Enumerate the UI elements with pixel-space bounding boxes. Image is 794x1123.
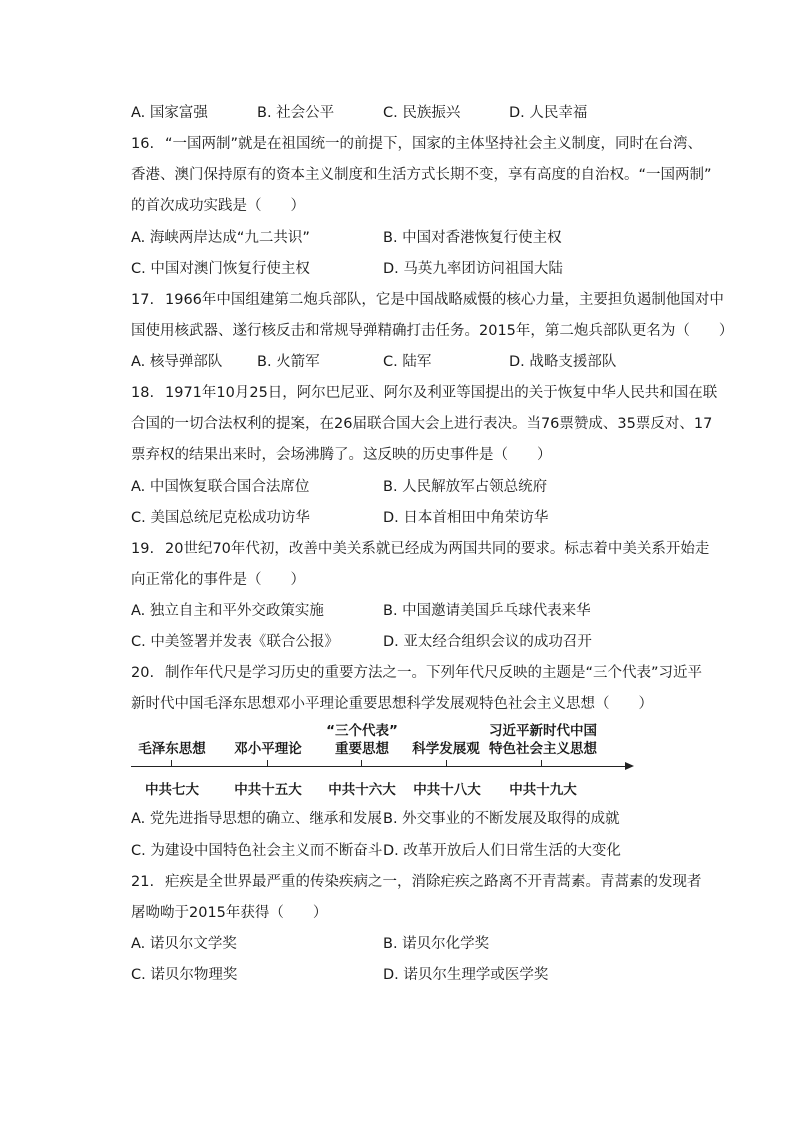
q19-options-row-2 [131,632,691,652]
q20-options-row-1 [131,809,691,829]
q18-stem-line-3: 票弃权的结果出来时，会场沸腾了。这反映的历史事件是（ ） [131,447,552,463]
q21-option-d[interactable]: D. 诺贝尔生理学或医学奖 [383,967,549,983]
q21-number: 21. [131,874,155,890]
q17-option-b[interactable]: B. 火箭军 [257,354,320,370]
q19-number: 19. [131,541,155,557]
timeline-arrow-icon [625,762,634,770]
timeline-congress-15: 中共十五大 [234,782,302,798]
timeline-label-deng: 邓小平理论 [234,741,302,757]
q16-option-d[interactable]: D. 马英九率团访问祖国大陆 [383,261,563,277]
q18-options-row-2 [131,508,691,528]
q21-options-row-2 [131,965,691,985]
q18-option-a[interactable]: A. 中国恢复联合国合法席位 [131,479,310,495]
q15-option-c[interactable]: C. 民族振兴 [383,105,461,121]
q19-stem-line-1: 19. 20世纪70年代初，改善中美关系就已经成为两国共同的要求。标志着中美关系开始走 [131,541,710,557]
q16-options-row-1 [131,228,691,248]
q20-number: 20. [131,665,155,681]
q17-option-d[interactable]: D. 战略支援部队 [509,354,617,370]
timeline-tick [171,760,172,767]
q21-stem-line-2: 屠呦呦于2015年获得（ ） [131,905,328,921]
timeline-congress-18: 中共十八大 [413,782,481,798]
q19-stem-line-2: 向正常化的事件是（ ） [131,572,305,588]
q21-option-b[interactable]: B. 诺贝尔化学奖 [383,936,490,952]
timeline-tick [267,760,268,767]
q18-option-c[interactable]: C. 美国总统尼克松成功访华 [131,510,310,526]
q19-options-row-1 [131,601,691,621]
q17-stem-line-2: 国使用核武器、遂行核反击和常规导弹精确打击任务。2015年，第二炮兵部队更名为（ ） [131,323,734,339]
q19-option-d[interactable]: D. 亚太经合组织会议的成功召开 [383,634,592,650]
q18-options-row-1 [131,477,691,497]
timeline-congress-16: 中共十六大 [328,782,396,798]
q16-option-b[interactable]: B. 中国对香港恢复行使主权 [383,230,562,246]
timeline-congress-19: 中共十九大 [509,782,577,798]
q16-number: 16. [131,136,155,152]
q17-option-a[interactable]: A. 核导弹部队 [131,354,223,370]
q20-timeline [131,720,635,800]
q15-option-a[interactable]: A. 国家富强 [131,105,208,121]
q20-options-row-2 [131,841,691,861]
q18-stem-line-1: 18. 1971年10月25日，阿尔巴尼亚、阿尔及利亚等国提出的关于恢复中华人民共和国在联 [131,385,718,401]
q15-option-d[interactable]: D. 人民幸福 [509,105,588,121]
q21-option-c[interactable]: C. 诺贝尔物理奖 [131,967,238,983]
q16-stem-line-3: 的首次成功实践是（ ） [131,198,305,214]
timeline-label-scientific-development: 科学发展观 [412,741,480,757]
timeline-congress-7: 中共七大 [145,782,199,798]
q15-option-b[interactable]: B. 社会公平 [257,105,335,121]
q15-options [131,103,691,123]
timeline-label-mao: 毛泽东思想 [138,741,206,757]
timeline-tick [361,760,362,767]
q16-stem-line-1: 16. “一国两制”就是在祖国统一的前提下，国家的主体坚持社会主义制度，同时在台湾、 [131,136,703,152]
q16-options-row-2 [131,259,691,279]
q20-option-c[interactable]: C. 为建设中国特色社会主义而不断奋斗 [131,843,383,859]
timeline-label-xi-thought: 习近平新时代中国 特色社会主义思想 [489,723,597,757]
timeline-tick [446,760,447,767]
q20-option-d[interactable]: D. 改革开放后人们日常生活的大变化 [383,843,621,859]
timeline-axis [131,766,627,767]
q18-option-b[interactable]: B. 人民解放军占领总统府 [383,479,548,495]
timeline-tick [541,760,542,767]
q20-option-b[interactable]: B. 外交事业的不断发展及取得的成就 [383,811,620,827]
timeline-label-three-represents: “三个代表” 重要思想 [326,723,398,757]
q17-option-c[interactable]: C. 陆军 [383,354,432,370]
q19-option-a[interactable]: A. 独立自主和平外交政策实施 [131,603,324,619]
q19-option-b[interactable]: B. 中国邀请美国乒乓球代表来华 [383,603,591,619]
q19-option-c[interactable]: C. 中美签署并发表《联合公报》 [131,634,339,650]
q16-option-a[interactable]: A. 海峡两岸达成“九二共识” [131,230,310,246]
q17-stem-line-1: 17. 1966年中国组建第二炮兵部队，它是中国战略威慑的核心力量，主要担负遏制他国对中 [131,292,724,308]
q16-stem-line-2: 香港、澳门保持原有的资本主义制度和生活方式长期不变，享有高度的自治权。“一国两制” [131,167,712,183]
q17-options [131,352,691,372]
q21-stem-line-1: 21. 疟疾是全世界最严重的传染疾病之一，消除疟疾之路离不开青蒿素。青蒿素的发现者 [131,874,702,890]
q21-options-row-1 [131,934,691,954]
q20-stem-line-1: 20. 制作年代尺是学习历史的重要方法之一。下列年代尺反映的主题是“三个代表”习近平 [131,665,703,681]
q18-option-d[interactable]: D. 日本首相田中角荣访华 [383,510,549,526]
q20-option-a[interactable]: A. 党先进指导思想的确立、继承和发展 [131,811,382,827]
q18-stem-line-2: 合国的一切合法权利的提案，在26届联合国大会上进行表决。当76票赞成、35票反对、17 [131,416,713,432]
q21-option-a[interactable]: A. 诺贝尔文学奖 [131,936,237,952]
q18-number: 18. [131,385,155,401]
q17-number: 17. [131,292,155,308]
q16-option-c[interactable]: C. 中国对澳门恢复行使主权 [131,261,310,277]
q20-stem-line-2: 新时代中国毛泽东思想邓小平理论重要思想科学发展观特色社会主义思想（ ） [131,696,653,712]
